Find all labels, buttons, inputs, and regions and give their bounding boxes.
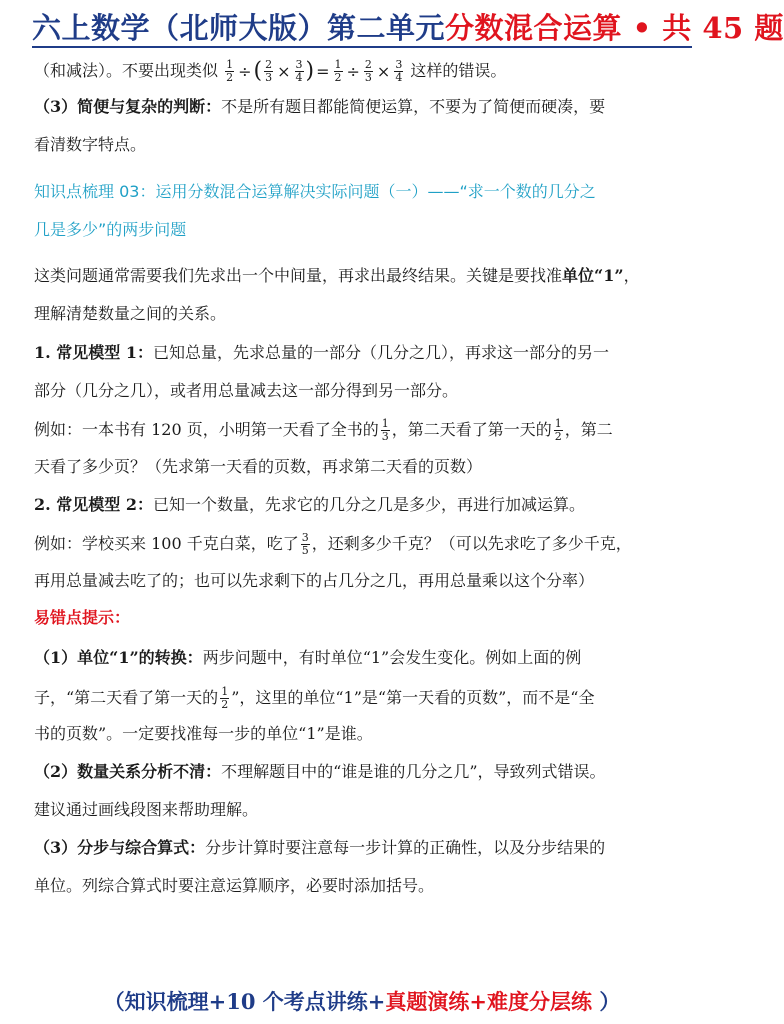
title-topic: 分数混合运算 <box>445 11 623 45</box>
tip-label: （3）分步与综合算式： <box>34 838 206 857</box>
model-1-line: 1. 常见模型 1：已知总量，先求总量的一部分（几分之几），再求这一部分的另一 <box>34 343 609 362</box>
text-line: 看清数字特点。 <box>34 135 147 154</box>
text-line: 书的页数”。一定要找准每一步的单位“1”是谁。 <box>34 724 373 743</box>
text-line <box>34 97 605 117</box>
tip-3-line: （3）分步与综合算式：分步计算时要注意每一步计算的正确性，以及分步结果的 <box>34 838 606 857</box>
formula-outro-text: 这样的错误。 <box>410 61 507 80</box>
example-1-line: 例如：一本书有 120 页，小明第一天看了全书的 $\frac{1}{3}$ ，第二天看了第一天的 $\frac{1}{2}$ ，第二 <box>34 417 613 443</box>
fraction: $\frac{1}{2}$ <box>221 685 229 711</box>
text-line: 理解清楚数量之间的关系。 <box>34 304 227 323</box>
fraction: $\frac{2}{3}$ <box>364 58 372 84</box>
example-2-line: 例如：学校买来 100 千克白菜，吃了 $\frac{3}{5}$ ，还剩多少千克？（可以先求吃了多少千克， <box>34 531 632 557</box>
tip-1-line: （1）单位“1”的转换：两步问题中，有时单位“1”会发生变化。例如上面的例 <box>34 648 582 667</box>
page-title <box>32 6 784 47</box>
tip-label: （2）数量关系分析不清： <box>34 762 222 781</box>
text-line: 建议通过画线段图来帮助理解。 <box>34 800 259 819</box>
section-heading-cont: 几是多少”的两步问题 <box>34 220 187 239</box>
point-label: （3）简便与复杂的判断： <box>34 97 222 116</box>
model-label: 1. 常见模型 1： <box>34 343 153 362</box>
right-paren: ) <box>305 58 315 84</box>
footer-close-paren: ） <box>592 989 621 1014</box>
tip-2-line: （2）数量关系分析不清：不理解题目中的“谁是谁的几分之几”，导致列式错误。 <box>34 762 606 781</box>
page-header <box>0 0 784 50</box>
title-count: 共 45 题 <box>662 11 784 45</box>
tip-label: （1）单位“1”的转换： <box>34 648 203 667</box>
fraction: $\frac{1}{3}$ <box>381 417 389 443</box>
model-label: 2. 常见模型 2： <box>34 495 153 514</box>
text-line: 部分（几分之几），或者用总量减去这一部分得到另一部分。 <box>34 381 459 400</box>
text-line: 天看了多少页？（先求第一天看的页数，再求第二天看的页数） <box>34 457 483 476</box>
footer-red-text: 真题演练+难度分层练 <box>385 989 593 1014</box>
text-line: 子，“第二天看了第一天的 $\frac{1}{2}$ ”，这里的单位“1”是“第一天看的页数”，而不是“全 <box>34 685 595 711</box>
fraction: $\frac{3}{4}$ <box>395 58 403 84</box>
equals-sign: = <box>316 61 330 81</box>
title-unit: 六上数学（北师大版）第二单元 <box>32 11 446 45</box>
model-2-line: 2. 常见模型 2：已知一个数量，先求它的几分之几是多少，再进行加减运算。 <box>34 495 585 514</box>
times-sign: × <box>277 61 291 81</box>
fraction: $\frac{1}{2}$ <box>554 417 562 443</box>
footer-blue-text: 知识梳理+10 个考点讲练+ <box>124 989 386 1014</box>
section-heading: 知识点梳理 03：运用分数混合运算解决实际问题（一）——“求一个数的几分之 <box>34 182 596 201</box>
title-separator: • <box>622 11 663 45</box>
left-paren: ( <box>253 58 263 84</box>
fraction: $\frac{2}{3}$ <box>265 58 273 84</box>
tips-heading: 易错点提示： <box>34 608 131 627</box>
fraction: $\frac{1}{2}$ <box>226 58 234 84</box>
divide-sign: ÷ <box>238 61 252 81</box>
text-line-formula <box>34 59 506 84</box>
key-term: 单位“1” <box>562 266 624 285</box>
page-footer <box>0 986 724 1016</box>
header-divider <box>32 46 692 48</box>
fraction: $\frac{3}{4}$ <box>295 58 303 84</box>
fraction: $\frac{1}{2}$ <box>334 58 342 84</box>
formula-intro-text: （和减法）。不要出现类似 <box>34 61 219 80</box>
fraction: $\frac{3}{5}$ <box>301 531 309 557</box>
text-line: 单位。列综合算式时要注意运算顺序，必要时添加括号。 <box>34 876 435 895</box>
text-line: 这类问题通常需要我们先求出一个中间量，再求出最终结果。关键是要找准单位“1”， <box>34 266 640 285</box>
text-line: 再用总量减去吃了的；也可以先求剩下的占几分之几，再用总量乘以这个分率） <box>34 571 595 590</box>
footer-open-paren: （ <box>103 989 125 1014</box>
divide-sign: ÷ <box>346 61 360 81</box>
point-text: 不是所有题目都能简便运算，不要为了简便而硬凑，要 <box>221 97 606 116</box>
times-sign: × <box>376 61 391 81</box>
